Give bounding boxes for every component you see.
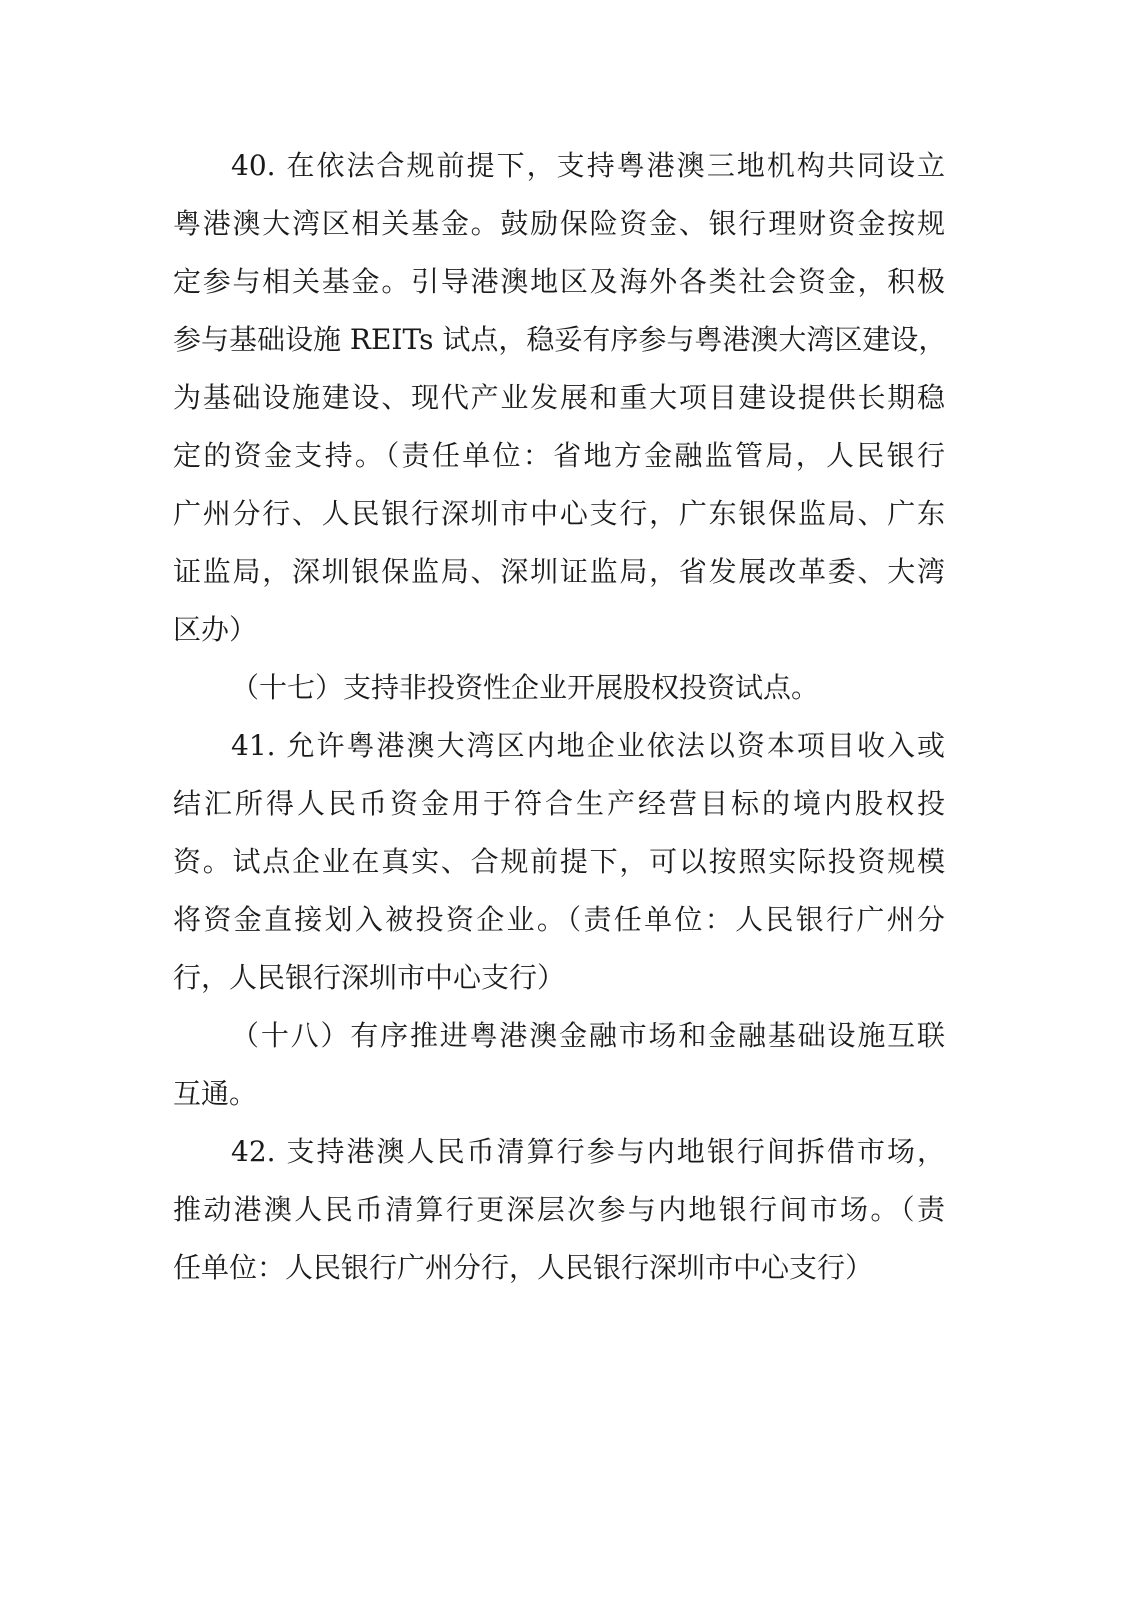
text-line: 任单位：人民银行广州分行，人民银行深圳市中心支行） <box>173 1251 874 1284</box>
text-line: 为基础设施建设、现代产业发展和重大项目建设提供长期稳 <box>173 381 945 414</box>
text-line: 互通。 <box>173 1077 258 1110</box>
text-line: 结汇所得人民币资金用于符合生产经营目标的境内股权投 <box>173 787 945 820</box>
paragraph-item-42 <box>173 1123 945 1297</box>
paragraph-heading-18 <box>173 1007 945 1123</box>
text-line: 将资金直接划入被投资企业。（责任单位：人民银行广州分 <box>173 903 945 936</box>
paragraph-item-40 <box>173 137 945 659</box>
text-line: （十七）支持非投资性企业开展股权投资试点。 <box>231 671 820 704</box>
text-line: 粤港澳大湾区相关基金。鼓励保险资金、银行理财资金按规 <box>173 207 945 240</box>
text-line: 资。试点企业在真实、合规前提下，可以按照实际投资规模 <box>173 845 945 878</box>
text-line: 41. 允许粤港澳大湾区内地企业依法以资本项目收入或 <box>231 729 945 762</box>
paragraph-item-41 <box>173 717 945 1007</box>
text-line: 42. 支持港澳人民币清算行参与内地银行间拆借市场， <box>231 1135 945 1168</box>
document-body <box>173 137 945 1297</box>
text-line: 广州分行、人民银行深圳市中心支行，广东银保监局、广东 <box>173 497 945 530</box>
text-line: 行，人民银行深圳市中心支行） <box>173 961 566 994</box>
text-line: 定参与相关基金。引导港澳地区及海外各类社会资金，积极 <box>173 265 945 298</box>
paragraph-heading-17 <box>173 659 945 717</box>
text-line: 证监局，深圳银保监局、深圳证监局，省发展改革委、大湾 <box>173 555 945 588</box>
text-line: （十八）有序推进粤港澳金融市场和金融基础设施互联 <box>231 1019 945 1052</box>
text-line: 定的资金支持。（责任单位：省地方金融监管局，人民银行 <box>173 439 945 472</box>
text-line: 40. 在依法合规前提下，支持粤港澳三地机构共同设立 <box>231 149 945 182</box>
text-line: 推动港澳人民币清算行更深层次参与内地银行间市场。（责 <box>173 1193 945 1226</box>
text-line: 区办） <box>173 613 258 646</box>
text-line: 参与基础设施 REITs 试点，稳妥有序参与粤港澳大湾区建设， <box>173 323 947 356</box>
